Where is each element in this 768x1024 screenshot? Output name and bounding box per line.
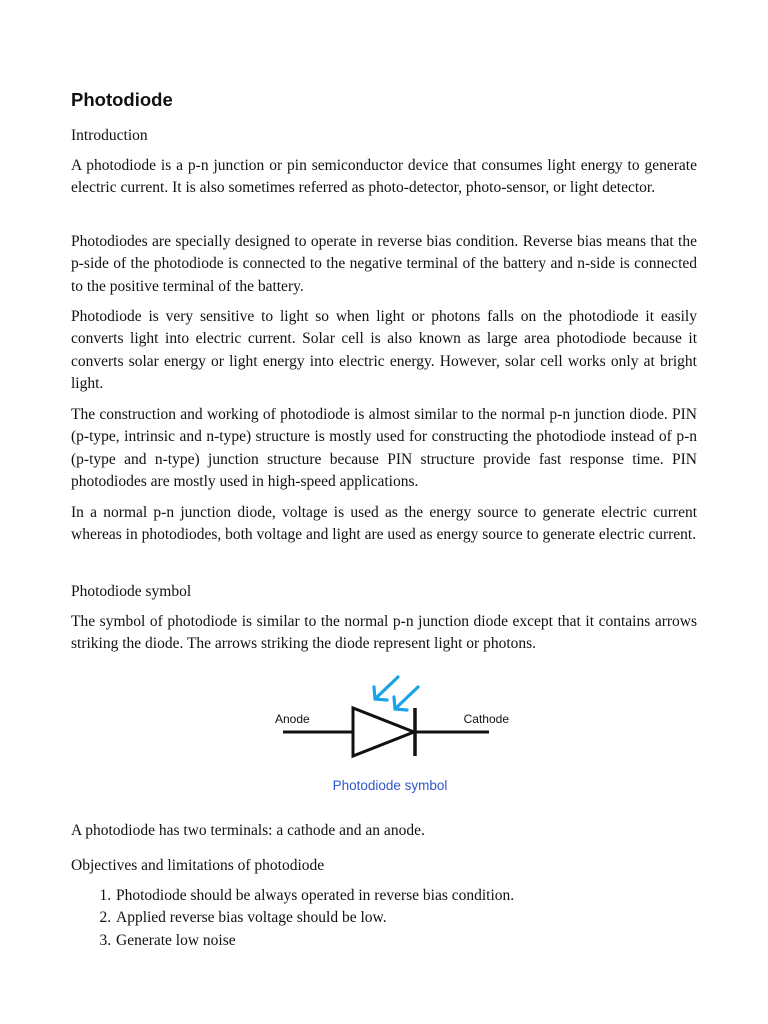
list-item: 2. Applied reverse bias voltage should be low. [115, 907, 514, 929]
diode-triangle [353, 708, 414, 756]
page-title: Photodiode [71, 89, 173, 110]
symbol-heading: Photodiode symbol [71, 583, 192, 600]
paragraph-definition: A photodiode is a p-n junction or pin semiconductor device that consumes light energy to generate electric current. It is also sometimes referred as photo-detector, photo-sensor, or light detector. [71, 157, 697, 197]
objectives-heading: Objectives and limitations of photodiode [71, 857, 325, 874]
paragraph-construction: The construction and working of photodiode is almost similar to the normal p-n junction diode. PIN (p-type, intrinsic and n-type) structure is mostly used for constructing the photodiode instead of p-n (p-type and n-type) junction structure because PIN structure provide fast response time. PIN photodiodes are mostly used in high-speed applications. [71, 406, 697, 490]
light-arrows-icon [374, 677, 418, 710]
light-arrow-2 [396, 687, 418, 708]
cathode-label: Cathode [463, 712, 509, 726]
photodiode-symbol-diagram [271, 670, 511, 800]
list-item: 1. Photodiode should be always operated in reverse bias condition. [115, 885, 514, 907]
paragraph-sensitivity: Photodiode is very sensitive to light so when light or photons falls on the photodiode it easily converts light into electric current. Solar cell is also known as large area photodiode because it converts solar energy or light energy into electric energy. However, solar cell works only at bright light. [71, 308, 697, 392]
figure-caption: Photodiode symbol [332, 778, 448, 793]
objectives-list [71, 885, 514, 952]
photodiode-symbol-figure [271, 670, 511, 800]
introduction-heading: Introduction [71, 127, 148, 144]
paragraph-energy-source: In a normal p-n junction diode, voltage is used as the energy source to generate electric current whereas in photodiodes, both voltage and light are used as energy source to generate electric current. [71, 504, 697, 544]
paragraph-symbol: The symbol of photodiode is similar to the normal p-n junction diode except that it contains arrows striking the diode. The arrows striking the diode represent light or photons. [71, 613, 697, 653]
light-arrow-1 [376, 677, 398, 698]
list-item: 3. Generate low noise [115, 930, 514, 952]
paragraph-reverse-bias: Photodiodes are specially designed to operate in reverse bias condition. Reverse bias means that the p-side of the photodiode is connected to the negative terminal of the battery and n-side is connected to the positive terminal of the battery. [71, 233, 697, 295]
paragraph-terminals: A photodiode has two terminals: a cathode and an anode. [71, 822, 425, 839]
anode-label: Anode [275, 712, 310, 726]
